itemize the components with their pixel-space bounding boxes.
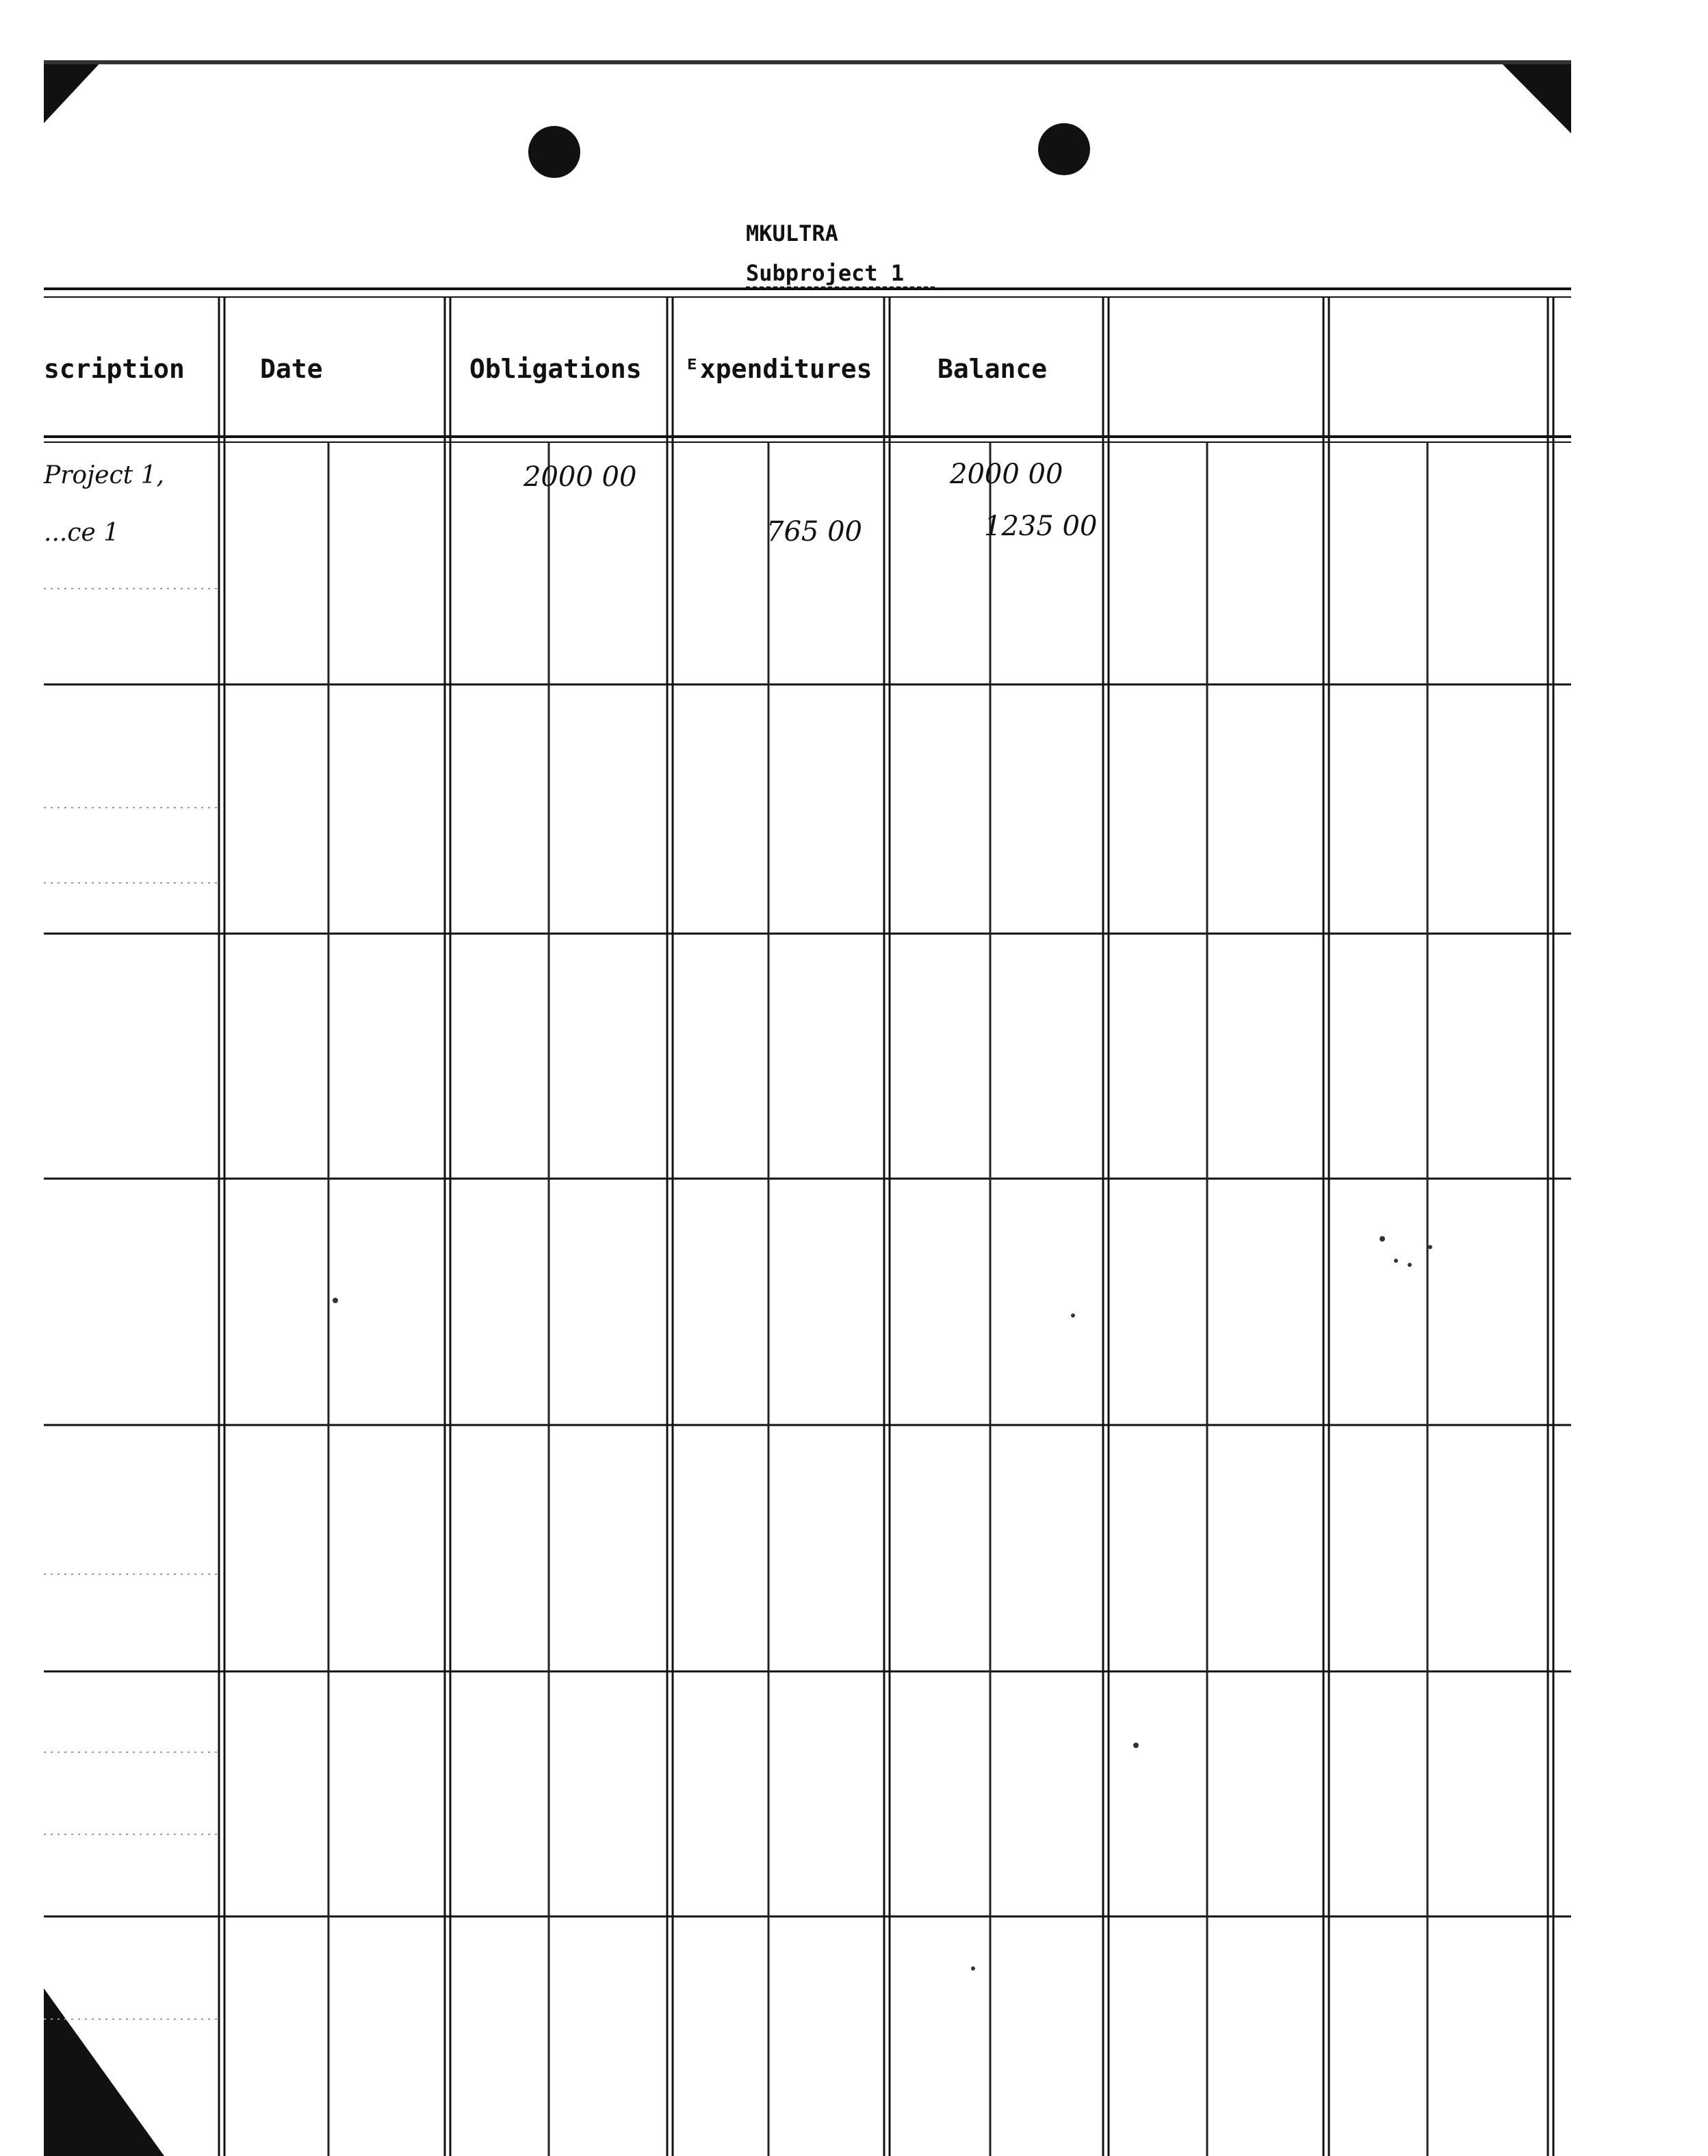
- punch-hole-right: [1038, 123, 1090, 175]
- entry-expenditure: 765 00: [766, 516, 862, 548]
- speckle: [1133, 1743, 1139, 1748]
- speckle: [1408, 1263, 1412, 1267]
- speckle: [1071, 1313, 1075, 1318]
- speckle: [1380, 1236, 1385, 1242]
- entry-balance-2: 1235 00: [984, 511, 1098, 542]
- entry-obligation: 2000 00: [523, 461, 637, 493]
- entry-balance-1: 2000 00: [950, 459, 1063, 490]
- speckle: [333, 1298, 338, 1303]
- column-header-date: Date: [260, 354, 323, 384]
- speckle: [1394, 1259, 1398, 1263]
- document-title: MKULTRA: [746, 220, 838, 246]
- column-header-expenditures: ᴱxpenditures: [684, 354, 872, 384]
- document-subtitle: Subproject 1: [746, 260, 905, 286]
- column-header-obligations: Obligations: [469, 354, 642, 384]
- speckle: [971, 1966, 975, 1971]
- column-header-description: scription: [44, 354, 185, 384]
- punch-hole-left: [528, 126, 580, 178]
- top-edge-band: [44, 60, 1571, 64]
- entry-description-line1: Project 1,: [44, 461, 164, 489]
- speckle: [1428, 1245, 1432, 1249]
- column-header-balance: Balance: [937, 354, 1048, 384]
- entry-description-line2: ...ce 1: [44, 519, 120, 547]
